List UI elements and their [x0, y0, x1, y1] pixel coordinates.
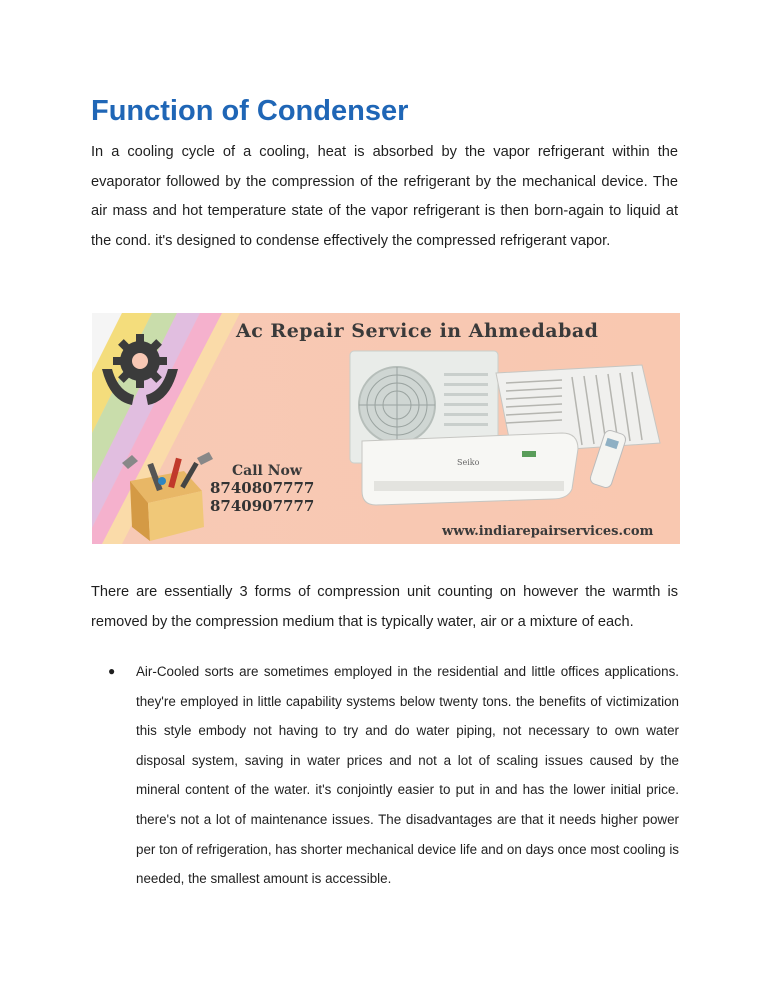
list-item: [108, 657, 679, 894]
phone-number-2: 8740907777: [210, 497, 315, 515]
compression-types-paragraph: There are essentially 3 forms of compression unit counting on however the warmth is removed by the compression medium that is typically water, air or a mixture of each.: [91, 584, 678, 630]
phone-number-1: 8740807777: [210, 479, 315, 497]
ac-brand-text: Seiko: [457, 458, 480, 467]
condenser-types-list: [108, 657, 679, 894]
call-now-label: Call Now: [232, 463, 302, 479]
banner-graphic: [92, 313, 680, 544]
page-title: Function of Condenser: [91, 95, 409, 127]
intro-paragraph: In a cooling cycle of a cooling, heat is absorbed by the vapor refrigerant within the evaporator followed by the compression of the refrigerant by the mechanical device. The air mass and hot temperature state of the vapor refrigerant is then born-again to liquid at the cond. it's designed to condense effectively the compressed refrigerant vapor.: [91, 144, 678, 249]
banner-title: Ac Repair Service in Ahmedabad: [236, 320, 599, 342]
ac-repair-banner: [92, 313, 680, 544]
website-url: www.indiarepairservices.com: [442, 524, 654, 539]
list-item-text: Air-Cooled sorts are sometimes employed in the residential and little offices applications. they're employed in little capability systems below twenty tons. the benefits of victimization this style embody not having to try and do water piping, not necessary to own water disposal system, saving in water prices and not a lot of scaling issues caused by the mineral content of the water. it's conjointly easier to put in and has the lower initial price. there's not a lot of maintenance issues. The disadvantages are that it needs higher power per ton of refrigeration, has shorter mechanical device life and on days once most cooling is needed, the smallest amount is accessible.: [136, 664, 679, 887]
bullet-dot-icon: ●: [108, 664, 116, 678]
split-ac-indoor-unit: [362, 433, 578, 505]
